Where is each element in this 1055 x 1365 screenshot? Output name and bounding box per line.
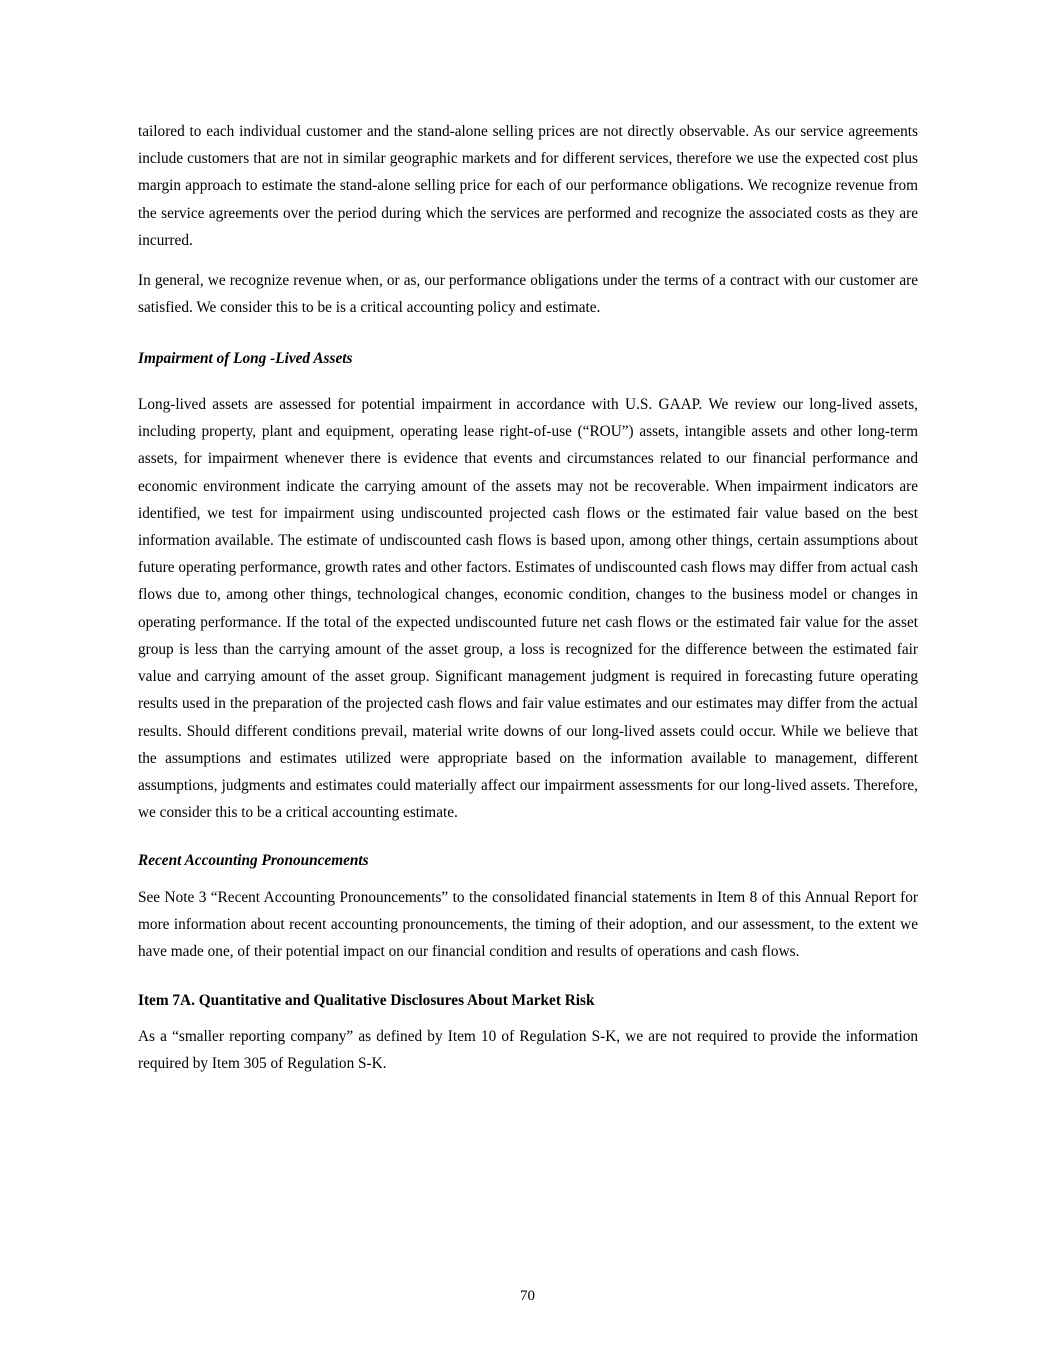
heading-impairment-of-long-lived-assets: Impairment of Long -Lived Assets [138,349,353,367]
paragraph-item-7a-body: As a “smaller reporting company” as defined by Item 10 of Regulation S-K, we are not required to provide the information required by Item 305 of Regulation S-K. [138,1027,918,1073]
heading-item-7a: Item 7A. Quantitative and Qualitative Disclosures About Market Risk [138,991,595,1009]
heading-recent-accounting-pronouncements: Recent Accounting Pronouncements [138,852,369,870]
page-content [138,118,918,1090]
paragraph-impairment-discussion: Long-lived assets are assessed for potential impairment in accordance with U.S. GAAP. We review our long-lived assets, including property, plant and equipment, operating lease right-of-use (“ROU”) assets, intangible assets and other long-term assets, for impairment whenever there is evidence that events and circumstances related to our financial performance and economic environment indicate the carrying amount of the assets may not be recoverable. When impairment indicators are identified, we test for impairment using undiscounted projected cash flows or the estimated fair value based on the best information available. The estimate of undiscounted cash flows is based upon, among other things, certain assumptions about future operating performance, growth rates and other factors. Estimates of undiscounted cash flows may differ from actual cash flows due to, among other things, technological changes, economic condition, changes to the business model or changes in operating performance. If the total of the expected undiscounted future net cash flows or the estimated fair value for the asset group is less than the carrying amount of the asset group, a loss is recognized for the difference between the estimated fair value and carrying amount of the asset group. Significant management judgment is required in forecasting future operating results used in the preparation of the projected cash flows and fair value estimates and our estimates may differ from the actual results. Should different conditions prevail, material write downs of our long-lived assets could occur. While we believe that the assumptions and estimates utilized were appropriate based on the information available to management, different assumptions, judgments and estimates could materially affect our impairment assessments for our long-lived assets. Therefore, we consider this to be a critical accounting estimate. [138,395,919,822]
paragraph-revenue-recognition-general: In general, we recognize revenue when, or as, our performance obligations under the terms of a contract with our customer are satisfied. We consider this to be is a critical accounting policy and estimate. [138,272,918,317]
paragraph-recent-accounting-pronouncements: See Note 3 “Recent Accounting Pronouncements” to the consolidated financial statements in Item 8 of this Annual Report for more information about recent accounting pronouncements, the timing of their adoption, and our assessment, to the extent we have made one, of their potential impact on our financial condition and results of operations and cash flows. [138,888,918,961]
page-number: 70 [520,1288,535,1304]
paragraph-revenue-recognition-continued: tailored to each individual customer and the stand-alone selling prices are not directly observable. As our service agreements include customers that are not in similar geographic markets and for different services, therefore we use the expected cost plus margin approach to estimate the stand-alone selling price for each of our performance obligations. We recognize revenue from the service agreements over the period during which the services are performed and recognize the associated costs as they are incurred. [138,123,918,249]
